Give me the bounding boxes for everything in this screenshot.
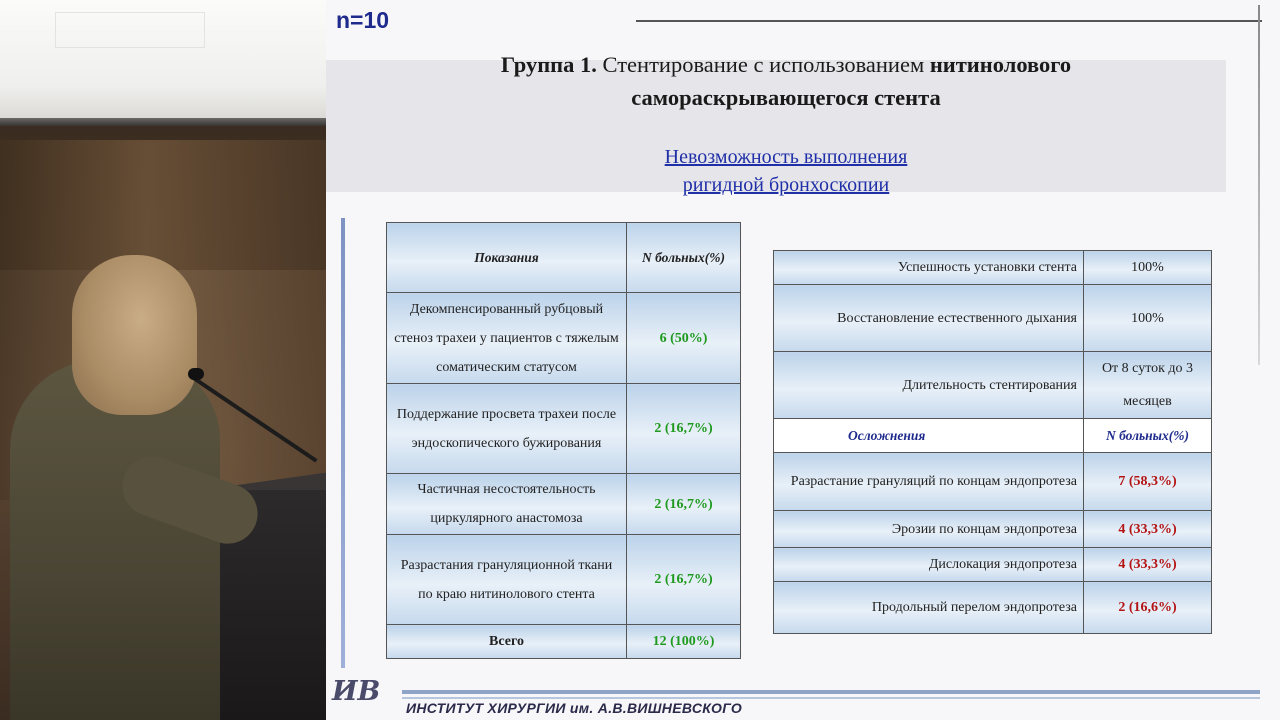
wall-panel — [0, 140, 326, 270]
complication-label: Продольный перелом эндопротеза — [774, 582, 1084, 634]
speaker-head — [72, 255, 197, 415]
table-row — [774, 251, 1212, 285]
complication-value: 2 (16,6%) — [1084, 582, 1212, 634]
indication-label: Поддержание просвета трахеи после эндоскопического бужирования — [387, 384, 627, 474]
complications-header: Осложнения — [774, 419, 1084, 453]
total-label: Всего — [387, 625, 627, 659]
slide-title — [426, 48, 1146, 114]
complication-value: 7 (58,3%) — [1084, 453, 1212, 511]
total-value: 12 (100%) — [627, 625, 741, 659]
table-row — [774, 285, 1212, 352]
title-prefix: Группа 1. — [500, 52, 597, 77]
complication-value: 4 (33,3%) — [1084, 548, 1212, 582]
sample-size-label: n=10 — [336, 7, 390, 33]
indication-value: 6 (50%) — [627, 293, 741, 384]
table-row — [387, 535, 741, 625]
microphone-icon — [188, 368, 204, 380]
institute-logo: ИВ — [332, 676, 381, 707]
subtitle-line-1: Невозможность выполнения — [664, 146, 908, 168]
footer-divider — [402, 697, 1260, 699]
result-value: 100% — [1084, 285, 1212, 352]
complications-header-row — [774, 419, 1212, 453]
indication-value: 2 (16,7%) — [627, 384, 741, 474]
indication-value: 2 (16,7%) — [627, 474, 741, 535]
table-total-row — [387, 625, 741, 659]
camera-feed — [0, 0, 326, 720]
complication-value: 4 (33,3%) — [1084, 511, 1212, 548]
table-row — [774, 582, 1212, 634]
slide-subtitle — [526, 143, 1046, 199]
divider-line — [1258, 5, 1260, 365]
footer-divider — [402, 690, 1260, 694]
table-row — [387, 293, 741, 384]
table-row — [774, 548, 1212, 582]
subtitle-line-2: ригидной бронхоскопии — [682, 174, 890, 196]
table-row — [774, 352, 1212, 419]
complications-patients-header: N больных(%) — [1084, 419, 1212, 453]
complication-label: Эрозии по концам эндопротеза — [774, 511, 1084, 548]
indication-label: Разрастания грануляционной ткани по краю нитинолового стента — [387, 535, 627, 625]
complication-label: Дислокация эндопротеза — [774, 548, 1084, 582]
indications-table — [386, 222, 741, 659]
title-bold-2: самораскрывающегося стента — [631, 85, 941, 110]
screen-reflection — [55, 12, 205, 48]
result-value: 100% — [1084, 251, 1212, 285]
divider-line — [341, 218, 345, 668]
indication-label: Декомпенсированный рубцовый стеноз трахеи у пациентов с тяжелым соматическим статусом — [387, 293, 627, 384]
results-table — [773, 250, 1212, 634]
result-label: Восстановление естественного дыхания — [774, 285, 1084, 352]
complication-label: Разрастание грануляций по концам эндопротеза — [774, 453, 1084, 511]
title-mid: Стентирование с использованием — [596, 52, 930, 77]
indication-value: 2 (16,7%) — [627, 535, 741, 625]
title-bold-1: нитинолового — [929, 52, 1072, 77]
result-label: Длительность стентирования — [774, 352, 1084, 419]
result-value: От 8 суток до 3 месяцев — [1084, 352, 1212, 419]
header-indications: Показания — [387, 223, 627, 293]
header-patients: N больных(%) — [627, 223, 741, 293]
table-row — [387, 384, 741, 474]
institute-name: ИНСТИТУТ ХИРУРГИИ им. А.В.ВИШНЕВСКОГО — [406, 700, 743, 716]
indication-label: Частичная несостоятельность циркулярного анастомоза — [387, 474, 627, 535]
presentation-slide — [326, 0, 1280, 720]
table-row — [387, 474, 741, 535]
divider-line — [636, 20, 1262, 22]
table-row — [774, 453, 1212, 511]
result-label: Успешность установки стента — [774, 251, 1084, 285]
table-header-row — [387, 223, 741, 293]
table-row — [774, 511, 1212, 548]
